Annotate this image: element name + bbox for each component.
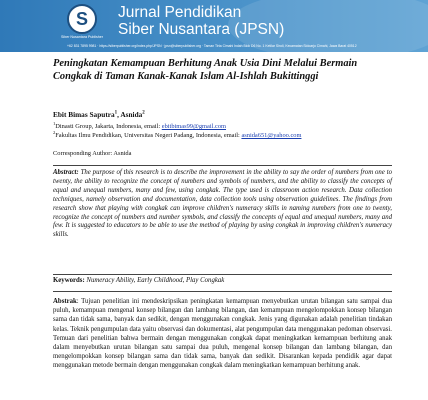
keywords-label: Keywords: <box>53 277 85 284</box>
affiliation-marker: 2 <box>53 130 56 135</box>
abstract-text: The purpose of this research is to describe the improvement in the ability to say the order of numbers from one to twenty, the ability to recognize the concept of numbers and symbols of numbers, and the ability to classify the concepts of equal and unequal numbers, many and few, using congkak. The type used is classroom action research. Data collection techniques, namely observation and documentation, data collection tools using observation guidelines. The findings from research show that playing with congkak can improve children's numeracy skills in naming numbers from one to twenty, recognize the concept of numbers and number symbols, and classify the concepts of equal and unequal numbers, many and few. It is suggested to educators to be able to use the method of playing by using congkak in improving children's numeracy skills. <box>53 169 392 239</box>
journal-logo <box>67 4 97 34</box>
author-affil-marker: 1 <box>114 110 118 116</box>
author-affil-marker: 2 <box>142 110 145 116</box>
abstract-indonesian <box>53 297 392 371</box>
affiliation-marker: 1 <box>53 121 56 126</box>
journal-banner <box>0 0 428 52</box>
divider <box>53 291 392 292</box>
author-separator: , <box>117 110 121 119</box>
author-email-link[interactable]: ebitbimas99@gmail.com <box>161 123 227 131</box>
divider <box>53 274 392 275</box>
author-email-link[interactable]: asnida651@yahoo.com <box>241 132 302 140</box>
article-title: Peningkatan Kemampuan Berhitung Anak Usia Dini Melalui Bermain Congkak di Taman Kanak-Kanak Islam Al-Ishlah Bukittinggi <box>53 58 358 82</box>
journal-contact-line: +62 831 7895 9981 · https://siberpublisher.org/index.php/JPSN · jpsn@siberpublisher.org · Taman Tirta Cimahi Indah Blok D6 No. 1 Ketilar Sindi, Kecamatan Sidoarjo Cimahi, Jawa Barat 40512 <box>67 44 357 48</box>
abstrak-label: Abstrak <box>53 298 77 305</box>
abstract-english <box>53 169 392 240</box>
author-name: Asnida <box>120 110 143 119</box>
affiliation-text: Dinasti Group, Jakarta, Indonesia, email: <box>55 123 162 131</box>
logo-letter: S <box>75 9 88 29</box>
author-line <box>53 110 145 119</box>
divider <box>53 165 392 166</box>
author-name: Ebit Bimas Saputra <box>53 110 115 119</box>
logo-caption: Siber Nusantara Publisher <box>61 35 103 39</box>
keywords <box>53 277 224 284</box>
journal-title-line2: Siber Nusantara (JPSN) <box>118 21 285 38</box>
affiliation-1 <box>53 121 226 130</box>
corresponding-author: Corresponding Author: Asnida <box>53 150 132 157</box>
abstrak-text: : Tujuan penelitian ini mendeskripsikan peningkatan kemampuan menyebutkan urutan bilangan satu sampai dua puluh, kemampuan mengenal konsep bilangan dan lambang bilangan, dan kemampuan mengelompokkan konsep bilangan sama dan tidak sama, banyak dan sedikit, dengan menggunakan congkak. Jenis yang digunakan adalah penelitian tindakan kelas. Teknik pengumpulan data yaitu observasi dan dokumentasi, alat pengumpulan data menggunakan pedoman observasi. Temuan dari penelitian bahwa bermain dengan menggunakan congkak dapat meningkatkan kemampuan berhitung anak dalam menyebutkan urutan bilangan satu sampai dua puluh, mengenal konsep bilangan dan lambang bilangan, dan mengelompokkan konsep bilangan sama dan tidak sama, banyak dan sedikit. Disarankan kepada pendidik agar dapat menggunakan metode bermain dengan menggunakan congkak dalam meningkatkan kemampuan berhitung anak. <box>53 298 392 370</box>
abstract-label: Abstract: <box>53 169 79 176</box>
affiliation-2 <box>53 130 301 139</box>
affiliation-text: Fakultas Ilmu Pendidikan, Universitas Negeri Padang, Indonesia, email: <box>55 132 242 140</box>
keywords-text: Numeracy Ability, Early Childhood, Play Congkak <box>84 277 225 284</box>
journal-title-line1: Jurnal Pendidikan <box>118 4 242 21</box>
